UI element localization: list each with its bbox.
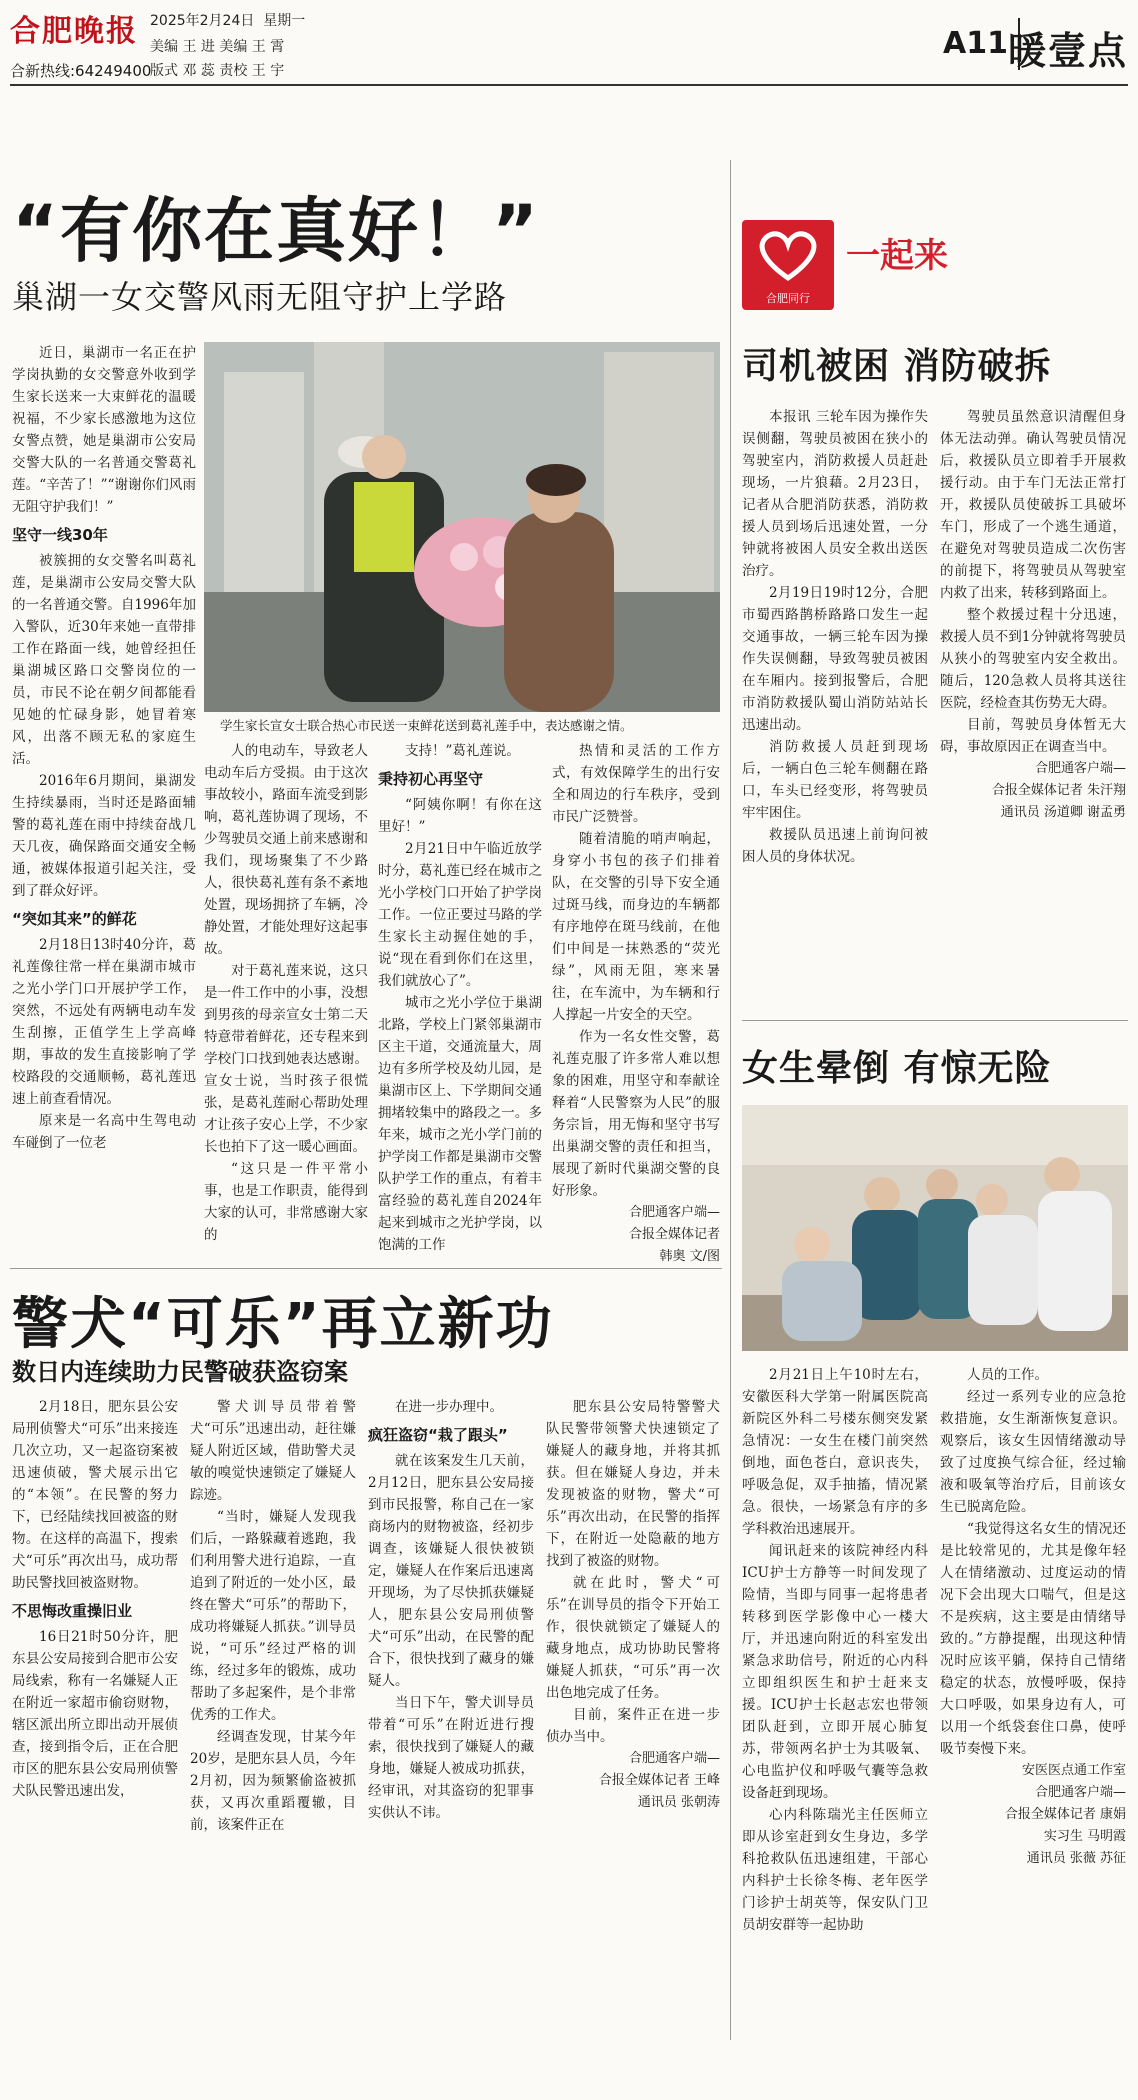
byline: 合肥通客户端— [1034,1785,1126,1800]
paragraph: 本报讯 三轮车因为操作失误侧翻，驾驶员被困在狭小的驾驶室内，消防救援人员赶赴现场，一片狼藉。2月23日，记者从合肥消防获悉，消防救援人员到场后迅速处置，一分钟就将被困人员安全救出送医治疗。 [742,409,928,579]
paragraph: 人的电动车，导致老人电动车后方受损。由于这次事故较小，路面车流受到影响，葛礼莲协调了现场，不少驾驶员交通上前来感谢和我们，现场聚集了不少路人，很快葛礼莲有条不紊地处置，现场拥挤了车辆，冷静处置，才能处理好这起事故。 [204,743,368,957]
byline: 合肥通客户端— [628,1205,720,1220]
paragraph: 随着清脆的哨声响起，身穿小书包的孩子们排着队，在交警的引导下安全通过斑马线，而身边的车辆都有序地停在斑马线前，在他们中间是一抹熟悉的“荧光绿”，风雨无阻，寒来暑往，在车流中，为车辆和行人撑起一片安全的天空。 [552,831,720,1023]
article4-col3 [368,1396,534,1824]
header-rule [10,84,1128,86]
paragraph: 驾驶员虽然意识清醒但身体无法动弹。确认驾驶员情况后，救援队员立即着手开展救援行动。由于车门无法正常打开，救援队员使破拆工具破坏车门，形成了一个逃生通道，在避免对驾驶员造成二次伤害的前提下，将驾驶员从驾驶室内救了出来，转移到路面上。 [940,409,1126,601]
paragraph: 作为一名女性交警，葛礼莲克服了许多常人难以想象的困难，用坚守和奉献诠释着“人民警察为人民”的服务宗旨，用无悔和坚守书写出巢湖交警的责任和担当，展现了新时代巢湖交警的良好形象。 [552,1029,720,1199]
article1-photo-illustration [204,342,720,712]
byline: 韩奥 文/图 [659,1249,720,1264]
article3-photo [742,1105,1128,1351]
editor-line-2: 版式 邓 蕊 责校 王 宇 [150,63,285,79]
paragraph: “当时，嫌疑人发现我们后，一路躲藏着逃跑，我们利用警犬进行追踪，一直追到了附近的一处小区，最终在警犬“可乐”的帮助下，成功将嫌疑人抓获。”训导员说，“可乐”经过严格的训练，经过多年的锻炼，成功帮助了多起案件，是个非常优秀的工作犬。 [190,1509,356,1723]
paragraph: 消防救援人员赶到现场后，一辆白色三轮车侧翻在路口，车头已经变形，将驾驶员牢牢困住。 [742,739,928,821]
subheading: 坚守一线30年 [12,526,108,544]
section-name: 暖壹点 [1007,29,1128,73]
paragraph: 被簇拥的女交警名叫葛礼莲，是巢湖市公安局交警大队的一名普通交警。自1996年加入警队，近30年来她一直带排工作在路面一线，她曾经担任巢湖城区路口交警岗位的一员，市民不论在朝夕间都能看见她的忙碌身影，她冒着寒风，出落不顾无私的家庭生活。 [12,553,196,767]
newspaper-logo: 合肥晚报 [10,14,138,49]
fund-slogan: 一起来 [846,236,948,276]
paragraph: 闻讯赶来的该院神经内科ICU护士方静等一时间发现了险情，当即与同事一起将患者转移到医学影像中心一楼大厅，并迅速向附近的科室发出紧急求助信号，附近的心内科立即组织医生和护士赶来支援。ICU护士长赵志宏也带领团队赶到，立即开展心肺复苏，带领两名护士为其吸氧、心电监护仪和呼吸气囊等急救设备赶到现场。 [742,1543,928,1801]
paragraph: 2月21日中午临近放学时分，葛礼莲已经在城市之光小学校门口开始了护学岗工作。一位正要过马路的学生家长主动握住她的手，说“现在看到你们在这里，我们就放心了”。 [378,841,542,989]
article1-headline: “有你在真好！” [12,190,541,272]
article4-subhead: 数日内连续助力民警破获盗窃案 [12,1358,348,1386]
article1-col2 [204,740,368,1246]
paragraph: 2016年6月期间，巢湖发生持续暴雨，当时还是路面辅警的葛礼莲在雨中持续奋战几天几夜，确保路面交通安全畅通，被媒体报道引起关注，受到了群众好评。 [12,773,196,899]
paragraph: 就在此时，警犬“可乐”在训导员的指令下开始工作，很快就锁定了嫌疑人的藏身地点，成功协助民警将嫌疑人抓获，“可乐”再一次出色地完成了任务。 [546,1575,720,1701]
subheading: “突如其来”的鲜花 [12,910,137,928]
article1-col4 [552,740,720,1268]
paragraph: 热情和灵活的工作方式，有效保障学生的出行安全和周边的行车秩序，受到市民广泛赞誉。 [552,743,720,825]
article4-col1 [12,1396,178,1802]
paragraph: 肥东县公安局特警警犬队民警带领警犬快速锁定了嫌疑人的藏身地，并将其抓获。但在嫌疑人身边，并未发现被盗的财物，警犬“可乐”再次出动，在民警的指挥下，在附近一处隐蔽的地方找到了被盗的财物。 [546,1399,720,1569]
article2-col2 [940,406,1126,824]
paragraph: “阿姨你啊！有你在这里好！” [378,797,542,835]
hotline: 合新热线:64249400 [10,62,152,80]
paragraph: 2月19日19时12分，合肥市蜀西路鹊桥路路口发生一起交通事故，一辆三轮车因为操作失误侧翻，导致驾驶员被困在车厢内。接到报警后，合肥市消防救援队蜀山消防站站长迅速出动。 [742,585,928,733]
paragraph: “这只是一件平常小事，也是工作职责，能得到大家的认可，非常感谢大家的 [204,1161,368,1243]
article1-col3 [378,740,542,1256]
weekday: 星期一 [263,13,306,29]
paragraph: 支持！”葛礼莲说。 [405,743,520,759]
paragraph: 2月18日，肥东县公安局刑侦警犬“可乐”出来接连几次立功，又一起盗窃案被迅速侦破，警犬展示出它的“本领”。在民警的努力下，已经陆续找回被盗的财物。在这样的高温下，搜索犬“可乐”再次出马，成功帮助民警找回被盗财物。 [12,1399,178,1591]
column-divider [730,160,731,2040]
paragraph: 对于葛礼莲来说，这只是一件工作中的小事，没想到男孩的母亲宣女士第二天特意带着鲜花，还专程来到学校门口找到她表达感谢。宣女士说，当时孩子很慌张，是葛礼莲耐心帮助处理才让孩子安心上学，不少家长也拍下了这一暖心画面。 [204,963,368,1155]
article4-headline: 警犬“可乐”再立新功 [12,1292,554,1357]
paragraph: 当日下午，警犬训导员带着“可乐”在附近进行搜索，很快找到了嫌疑人的藏身地，嫌疑人被成功抓获，经审讯，对其盗窃的犯罪事实供认不讳。 [368,1695,534,1821]
byline: 合肥通客户端— [1034,761,1126,776]
article1-photo [204,342,720,712]
byline: 合肥通客户端— [628,1751,720,1766]
paragraph: 2月21日上午10时左右，安徽医科大学第一附属医院高新院区外科二号楼东侧突发紧急情况：一女生在楼门前突然倒地，面色苍白，意识丧失，呼吸急促，双手抽搐，情况紧急。很快，一场紧急有序的多学科救治迅速展开。 [742,1367,928,1537]
paragraph: 就在该案发生几天前，2月12日，肥东县公安局接到市民报警，称自己在一家商场内的财物被盗，经初步调查，该嫌疑人很快被锁定，嫌疑人在作案后迅速离开现场，为了尽快抓获嫌疑人，肥东县公安局刑侦警犬“可乐”出动，在民警的配合下，很快找到了藏身的嫌疑人。 [368,1453,534,1689]
section-rule [742,1020,1128,1021]
byline: 合报全媒体记者 朱汗翔 [991,783,1126,798]
paragraph: 2月18日13时40分许，葛礼莲像往常一样在巢湖市城市之光小学门口开展护学工作，突然，不远处有两辆电动车发生刮擦，正值学生上学高峰期，事故的发生直接影响了学校路段的交通顺畅，葛礼莲迅速上前查看情况。 [12,937,196,1107]
byline: 通讯员 汤道卿 谢孟勇 [1000,805,1126,820]
paragraph: 近日，巢湖市一名正在护学岗执勤的女交警意外收到学生家长送来一大束鲜花的温暖祝福，不少家长感激地为这位女警点赞，她是巢湖市公安局交警大队的一名普通交警葛礼莲。“辛苦了！”“谢谢你们风雨无阻守护我们！” [12,345,196,515]
article3-col1 [742,1364,928,1936]
article3-photo-illustration [742,1105,1128,1351]
paragraph: 目前，驾驶员身体暂无大碍，事故原因正在调查当中。 [940,717,1126,755]
heart-icon [742,220,834,290]
paragraph: 经调查发现，甘某今年20岁，是肥东县人员，今年2月初，因为频繁偷盗被抓获，又再次重蹈覆辙，目前，该案件正在 [190,1729,356,1833]
subheading: 不思悔改重操旧业 [12,1602,133,1620]
paragraph: 在进一步办理中。 [395,1399,503,1415]
byline: 合报全媒体记者 康娟 [1004,1807,1126,1822]
article4-col2 [190,1396,356,1836]
paragraph: 心内科陈瑞光主任医师立即从诊室赶到女生身边，多学科抢救队伍迅速组建，干部心内科护士长徐冬梅、老年医学门诊护士胡英等，保安队门卫员胡安群等一起协助 [742,1807,928,1933]
paragraph: 城市之光小学位于巢湖北路，学校上门紧邻巢湖市区主干道，交通流量大，周边有多所学校及幼儿园，是巢湖市区上、下学期间交通拥堵较集中的路段之一。多年来，城市之光小学门前的护学岗工作都是巢湖市交警队护学工作的重点，有着丰富经验的葛礼莲自2024年起来到城市之光护学岗，以饱满的工作 [378,995,542,1253]
paragraph: 16日21时50分许，肥东县公安局接到合肥市公安局线索，称有一名嫌疑人正在附近一家超市偷窃财物，辖区派出所立即出动开展侦查，接到指令后，正在合肥市区的肥东县公安局刑侦警犬队民警迅速出发， [12,1629,178,1799]
article3-col2 [940,1364,1126,1870]
byline: 实习生 马明霞 [1043,1829,1126,1844]
paragraph: 人员的工作。 [967,1367,1048,1383]
paragraph: 整个救援过程十分迅速，救援人员不到1分钟就将驾驶员从狭小的驾驶室内安全救出。随后，120急救人员将其送往医院，经检查其伤势无大碍。 [940,607,1126,711]
paragraph: 警犬训导员带着警犬“可乐”迅速出动，赶往嫌疑人附近区域，借助警犬灵敏的嗅觉快速锁定了嫌疑人踪迹。 [190,1399,356,1503]
article2-headline: 司机被困 消防破拆 [742,346,1052,387]
paragraph: 救援队员迅速上前询问被困人员的身体状况。 [742,827,928,865]
paragraph: 目前，案件正在进一步侦办当中。 [546,1707,720,1745]
article4-col4 [546,1396,720,1814]
article1-col1 [12,342,196,1154]
paragraph: “我觉得这名女生的情况还是比较常见的，尤其是像年轻人在情绪激动、过度运动的情况下会出现大口喘气，但是这不是疾病，这主要是由情绪导致的。”方静提醒，出现这种情况时应该平躺，保持自己情绪稳定的状态，放慢呼吸，保持大口呼吸，如果身边有人，可以用一个纸袋套住口鼻，使呼吸节奏慢下来。 [940,1521,1126,1757]
subheading: 秉持初心再坚守 [378,770,484,788]
fund-logo [742,220,834,310]
article3-headline: 女生晕倒 有惊无险 [742,1048,1052,1089]
paragraph: 原来是一名高中生驾电动车碰倒了一位老 [12,1113,196,1151]
page-number: A11 [943,26,1008,61]
paragraph: 经过一系列专业的应急抢救措施，女生渐渐恢复意识。观察后，该女生因情绪激动导致了过度换气综合征，经过输液和吸氧等治疗后，目前该女生已脱离危险。 [940,1389,1126,1515]
article1-subhead: 巢湖一女交警风雨无阻守护上学路 [12,278,508,316]
subheading: 疯狂盗窃“栽了跟头” [368,1426,508,1444]
byline: 通讯员 张朝涛 [637,1795,720,1810]
section-rule-2 [10,1268,722,1269]
fund-logo-label: 合肥同行 [766,292,810,305]
byline: 通讯员 张薇 苏征 [1026,1851,1126,1866]
article1-caption: 学生家长宣女士联合热心市民送一束鲜花送到葛礼莲手中，表达感谢之情。 [220,718,633,733]
byline: 合报全媒体记者 王峰 [598,1773,720,1788]
editor-line-1: 美编 王 进 美编 王 霄 [150,39,285,55]
byline: 合报全媒体记者 [628,1227,720,1242]
article2-col1 [742,406,928,868]
issue-date: 2025年2月24日 星期一 [150,13,306,29]
byline: 安医医点通工作室 [1021,1763,1126,1778]
